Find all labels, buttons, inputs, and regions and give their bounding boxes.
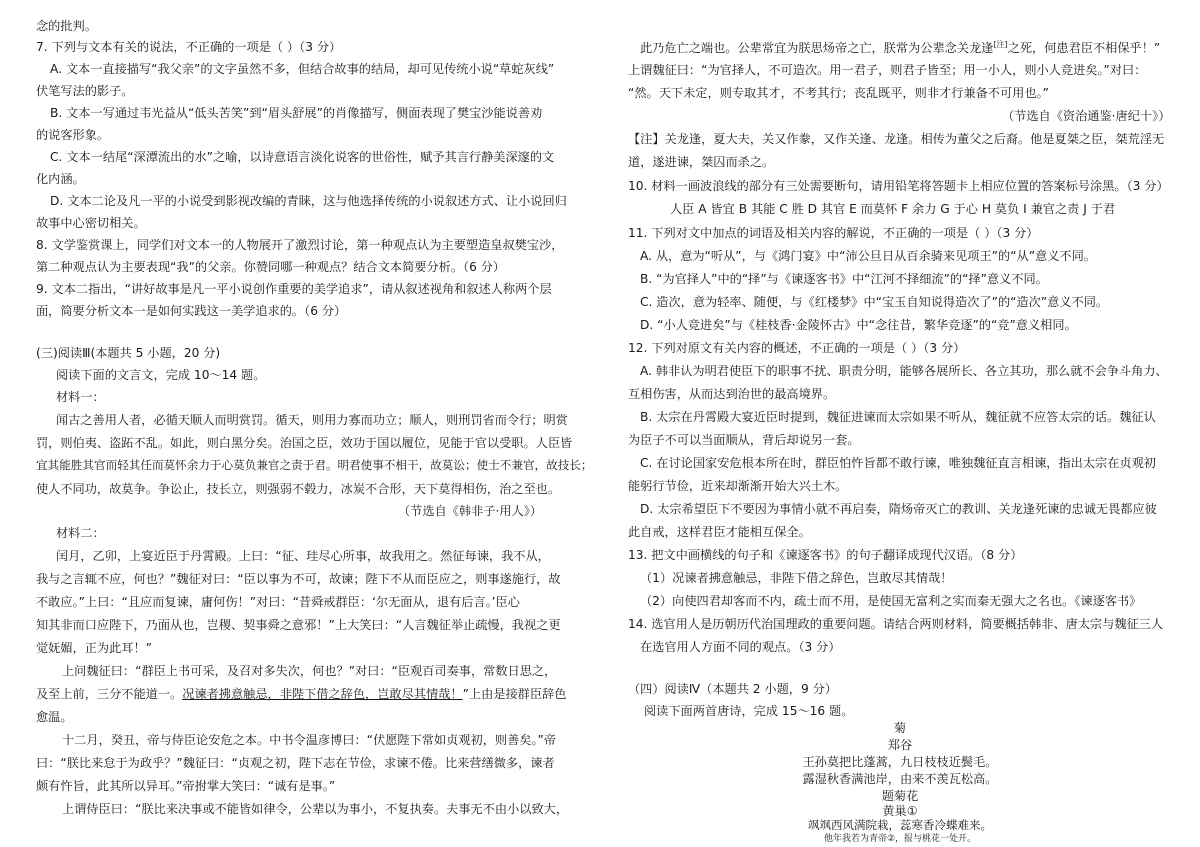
question-10: 10. 材料一画波浪线的部分有三处需要断句，请用铅笔将答题卡上相应位置的答案标号涂黑。（3 分） [628,179,1169,193]
text-line: 故事中心密切相关。 [36,216,146,230]
poem-2-author: 黄巢① [882,804,918,818]
poem-1-title: 菊 [893,721,907,735]
underlined-sentence: 况谏者拂意触忌，非陛下借之辞色，岂敢尽其情哉！ [182,687,463,701]
section-heading-4: （四）阅读Ⅳ（本题共 2 小题，9 分） [628,682,838,696]
text-line: 宜其能胜其官而轻其任而莫怀余力于心莫负兼官之责于君。明君使事不相干，故莫讼；使士不兼官，故技长； [36,458,593,472]
text-line: 道，遂进谏，桀囚而杀之。 [628,155,775,169]
text-line: 曰：“朕比来怠于为政乎？”魏征曰：“贞观之初，陛下志在节俭，求谏不倦。比来营缮微多，谏者 [36,756,555,770]
text-line: 我与之言辄不应，何也？”魏征对曰：“臣以事为不可，故谏；陛下不从而臣应之，则事遂施行，故 [36,572,561,586]
option-11b: B. “为官择人”中的“择”与《谏逐客书》中“江河不择细流”的“择”意义不同。 [640,272,1048,286]
poem-1-line: 露湿秋香满池岸，由来不羡瓦松高。 [802,772,998,786]
option-11d: D. “小人竞进矣”与《桂枝香·金陵怀古》中“念往昔，繁华竞逐”的“竞”意义相同。 [640,318,1077,332]
text-line: 觉妩媚，正为此耳！” [36,641,153,655]
text-line: 闻古之善用人者，必循天顺人而明赏罚。循天，则用力寡而功立；顺人，则刑罚省而令行；明赏 [56,413,568,427]
sentence-break-options: 人臣 A 皆宜 B 其能 C 胜 D 其官 E 而莫怀 F 余力 G 于心 H 莫负 I 兼官之责 J 于君 [670,202,1116,216]
poem-2-line: 他年我若为青帝②，报与桃花一处开。 [823,834,977,844]
text-line: 愈温。 [36,710,73,724]
instruction: 阅读下面两首唐诗，完成 15～16 题。 [644,704,854,718]
question-7: 7. 下列与文本有关的说法，不正确的一项是（ ）（3 分） [36,40,342,54]
text-line: 十二月，癸丑，帝与侍臣论安危之本。中书令温彦博曰：“伏愿陛下常如贞观初，则善矣。”帝 [62,733,557,747]
question-13-item-2: （2）向使四君却客而不内，疏士而不用，是使国无富利之实而秦无强大之名也。《谏逐客书》 [640,594,1142,608]
source-citation: （节选自《韩非子·用人》） [398,504,543,518]
text-line: 闰月，乙卯，上宴近臣于丹霄殿。上曰：“征、珪尽心所事，故我用之。然征每谏，我不从， [56,549,550,563]
text-line: 颇有忤旨，此其所以异耳。”帝拊掌大笑曰：“诚有是事。” [36,779,336,793]
text-line: 不敢应。”上曰：“且应而复谏，庸何伤！”对曰：“昔舜戒群臣：‘尔无面从，退有后言。’臣心 [36,595,520,609]
question-13: 13. 把文中画横线的句子和《谏逐客书》的句子翻译成现代汉语。（8 分） [628,548,1023,562]
text-line: 第二种观点认为主要表现“我”的父亲。你赞同哪一种观点？结合文本简要分析。（6 分） [36,260,506,274]
source-citation: （节选自《资治通鉴·唐纪十》） [1002,109,1171,123]
text-segment: ”上由是接群臣辞色 [462,687,567,701]
text-line: 此自戒，这样君臣才能相互保全。 [628,525,811,539]
text-line: 为臣子不可以当面顺从，背后却说另一套。 [628,433,860,447]
question-8: 8. 文学鉴赏课上，同学们对文本一的人物展开了激烈讨论，第一种观点认为主要塑造皇叔樊宝沙， [36,238,564,252]
poem-2-line: 飒飒西风满院栽，蕊寒香冷蝶难来。 [808,818,992,832]
text-line: 上谓魏征曰：“为官择人，不可造次。用一君子，则君子皆至；用一小人，则小人竞进矣。”对曰： [628,63,1147,77]
option-12b: B. 太宗在丹霄殿大宴近臣时提到，魏征进谏而太宗如果不听从，魏征就不应答太宗的话。魏征认 [640,410,1156,424]
poem-1-author: 郑谷 [887,738,913,752]
option-7c: C. 文本一结尾“深潭流出的水”之喻，以诗意语言淡化说客的世俗性，赋予其言行静美深邃的文 [50,150,555,164]
option-12a: A. 韩非认为明君使臣下的职事不扰、职责分明，能够各展所长、各立其功，那么就不会争斗角力、 [640,364,1168,378]
material-1-label: 材料一： [56,390,105,404]
text-line: 化内涵。 [36,172,85,186]
text-line: 上谓侍臣曰：“朕比来决事或不能皆如律令，公辈以为事小，不复执奏。夫事无不由小以致大， [62,802,569,816]
option-7d: D. 文本二论及凡一平的小说受到影视改编的青睐，这与他选择传统的小说叙述方式、让小说回归 [50,194,567,208]
option-11c: C. 造次，意为轻率、随便，与《红楼梦》中“宝玉自知说得造次了”的“造次”意义不同。 [640,295,1109,309]
text-line: 互相伤害，从而达到治世的最高境界。 [628,387,836,401]
text-line: 上问魏征曰：“群臣上书可采，及召对多失次，何也？”对曰：“臣观百司奏事，常数日思之， [62,664,557,678]
option-7b: B. 文本一写通过韦光益从“低头苦笑”到“眉头舒展”的肖像描写，侧面表现了樊宝沙能说善劝 [50,106,543,120]
text-segment: 之死，何患君臣不相保乎！” [1007,41,1161,56]
text-line: 面，简要分析文本一是如何实践这一美学追求的。（6 分） [36,304,347,318]
question-9: 9. 文本二指出，“讲好故事是凡一平小说创作重要的美学追求”，请从叙述视角和叙述人称两个层 [36,282,552,296]
option-11a: A. 从，意为“听从”，与《鸿门宴》中“沛公旦日从百余骑来见项王”的“从”意义不同。 [640,249,1096,263]
question-11: 11. 下列对文中加点的词语及相关内容的解说，不正确的一项是（ ）（3 分） [628,226,1039,240]
question-14: 14. 选官用人是历朝历代治国理政的重要问题。请结合两则材料，简要概括韩非、唐太宗与魏征三人 [628,617,1164,631]
annotation-note: 【注】关龙逢，夏大夫，关又作豢，又作关逢、龙逢。相传为董父之后裔。他是夏桀之臣，桀荒淫无 [628,132,1165,146]
poem-1-line: 王孙莫把比蓬蒿，九日枝枝近鬓毛。 [802,755,998,769]
text-line: 罚，则伯夷、盗跖不乱。如此，则白黑分矣。治国之臣，效功于国以履位，见能于官以受职。人臣皆 [36,436,573,450]
text-line: 能躬行节俭，近来却渐渐开始大兴土木。 [628,479,848,493]
text-line: 知其非而口应陛下，乃面从也，岂稷、契事舜之意邪！”上大笑曰：“人言魏征举止疏慢，我视之更 [36,618,561,632]
text-line: 的说客形象。 [36,128,110,142]
text-line: 使人不同功，故莫争。争讼止，技长立，则强弱不毂力，冰炭不合形，天下莫得相伤，治之至也。 [36,482,561,496]
option-12d: D. 太宗希望臣下不要因为事情小就不再启奏，隋炀帝灭亡的教训、关龙逢死谏的忠诚无畏都应彼 [640,502,1157,516]
question-13-item-1: （1）况谏者拂意触忌，非陛下借之辞色，岂敢尽其情哉！ [640,571,953,585]
text-line: 伏笔写法的影子。 [36,84,134,98]
option-7a: A. 文本一直接描写“我父亲”的文字虽然不多，但结合故事的结局，却可见传统小说“草蛇灰线” [50,62,555,76]
question-12: 12. 下列对原文有关内容的概述，不正确的一项是（ ）（3 分） [628,341,966,355]
section-heading-3: (三)阅读Ⅲ(本题共 5 小题，20 分) [36,346,221,360]
instruction: 阅读下面的文言文，完成 10～14 题。 [56,368,266,382]
text-line: 念的批判。 [36,19,97,33]
text-segment: 此乃危亡之端也。公辈常宜为朕思炀帝之亡，朕常为公辈念关龙逢 [640,41,994,56]
text-line: 在选官用人方面不同的观点。（3 分） [640,640,841,654]
note-marker: [注] [993,40,1008,49]
text-line: “然。天下未定，则专取其才，不考其行；丧乱既平，则非才行兼备不可用也。” [628,86,1049,100]
poem-2-title: 题菊花 [881,789,919,803]
material-2-label: 材料二： [56,526,105,540]
text-line-with-underline [36,688,566,700]
text-line-with-note [640,41,1160,54]
option-12c: C. 在讨论国家安危根本所在时，群臣怕忤旨都不敢行谏，唯独魏征直言相谏，指出太宗在贞观初 [640,456,1156,470]
text-segment: 及至上前，三分不能道一。 [36,687,183,701]
